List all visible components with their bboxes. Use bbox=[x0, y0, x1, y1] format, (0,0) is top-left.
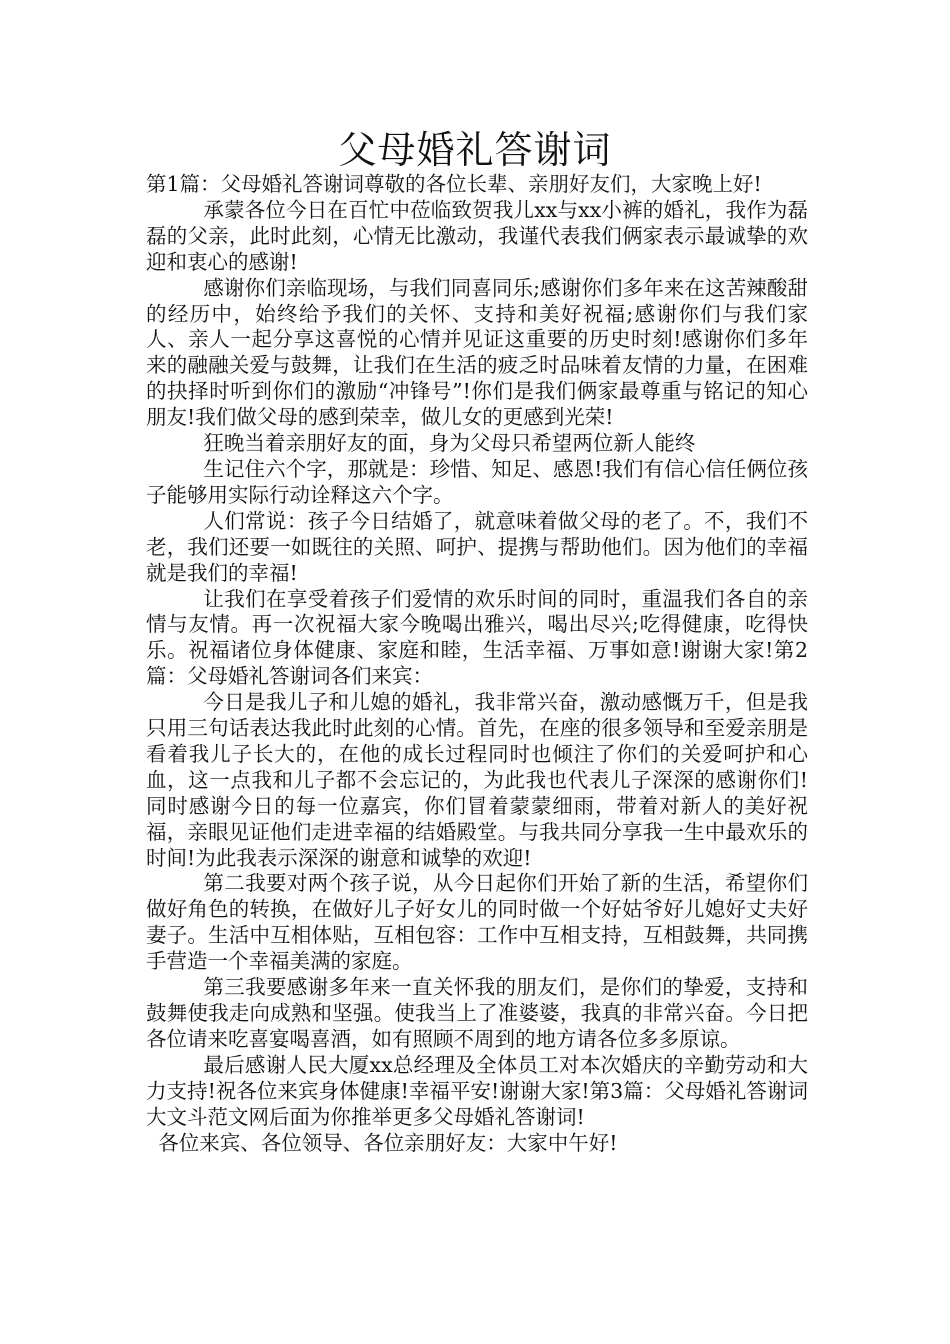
document-title: 父母婚礼答谢词 bbox=[338, 128, 612, 172]
paragraph: 今日是我儿子和儿媳的婚礼，我非常兴奋，激动感慨万千，但是我只用三句话表达我此时此刻的心情。首先，在座的很多领导和至爱亲朋是看着我儿子长大的，在他的成长过程同时也倾注了你们的关爱呵护和心血，这一点我和儿子都不会忘记的，为此我也代表儿子深深的感谢你们!同时感谢今日的每一位嘉宾，你们冒着蒙蒙细雨，带着对新人的美好祝福，亲眼见证他们走进幸福的结婚殿堂。与我共同分享我一生中最欢乐的时间!为此我表示深深的谢意和诚挚的欢迎! bbox=[146, 690, 808, 870]
paragraph: 第1篇：父母婚礼答谢词尊敬的各位长辈、亲朋好友们，大家晚上好! bbox=[146, 172, 762, 196]
paragraph: 感谢你们亲临现场，与我们同喜同乐;感谢你们多年来在这苦辣酸甜的经历中，始终给予我们的关怀、支持和美好祝福;感谢你们与我们家人、亲人一起分享这喜悦的心情并见证这重要的历史时刻!感谢你们多年来的融融关爱与鼓舞，让我们在生活的疲乏时品味着友情的力量，在困难的抉择时听到你们的激励“冲锋号”!你们是我们俩家最尊重与铭记的知心朋友!我们做父母的感到荣幸，做儿女的更感到光荣! bbox=[146, 275, 808, 430]
paragraph: 最后感谢人民大厦xx总经理及全体员工对本次婚庆的辛勤劳动和大力支持!祝各位来宾身体健康!幸福平安!谢谢大家!第3篇：父母婚礼答谢词大文斗范文网后面为你推举更多父母婚礼答谢词! bbox=[146, 1052, 808, 1129]
paragraph: 第二我要对两个孩子说，从今日起你们开始了新的生活，希望你们做好角色的转换，在做好儿子好女儿的同时做一个好姑爷好儿媳好丈夫好妻子。生活中互相体贴，互相包容：工作中互相支持，互相鼓舞，共同携手营造一个幸福美满的家庭。 bbox=[146, 871, 808, 974]
paragraph: 承蒙各位今日在百忙中莅临致贺我儿xx与xx小裤的婚礼，我作为磊磊的父亲，此时此刻，心情无比激动，我谨代表我们俩家表示最诚挚的欢迎和衷心的感谢! bbox=[146, 197, 808, 274]
paragraph: 狂晚当着亲朋好友的面，身为父母只希望两位新人能终 bbox=[203, 431, 696, 456]
document-body bbox=[146, 172, 808, 1156]
paragraph: 让我们在享受着孩子们爱情的欢乐时间的同时，重温我们各自的亲情与友情。再一次祝福大家今晚喝出雅兴，喝出尽兴;吃得健康，吃得快乐。祝福诸位身体健康、家庭和睦，生活幸福、万事如意!谢谢大家!第2篇：父母婚礼答谢词各们来宾： bbox=[146, 586, 808, 689]
paragraph: 人们常说：孩子今日结婚了，就意味着做父母的老了。不，我们不老，我们还要一如既往的关照、呵护、提携与帮助他们。因为他们的幸福就是我们的幸福! bbox=[146, 508, 808, 585]
paragraph: 生记住六个字，那就是：珍惜、知足、感恩!我们有信心信任俩位孩子能够用实际行动诠释这六个字。 bbox=[146, 456, 808, 507]
paragraph: 第三我要感谢多年来一直关怀我的朋友们，是你们的挚爱，支持和鼓舞使我走向成熟和坚强。使我当上了准婆婆，我真的非常兴奋。今日把各位请来吃喜宴喝喜酒，如有照顾不周到的地方请各位多多原谅。 bbox=[146, 975, 808, 1051]
paragraph: 各位来宾、各位领导、各位亲朋好友：大家中午好! bbox=[158, 1130, 618, 1155]
